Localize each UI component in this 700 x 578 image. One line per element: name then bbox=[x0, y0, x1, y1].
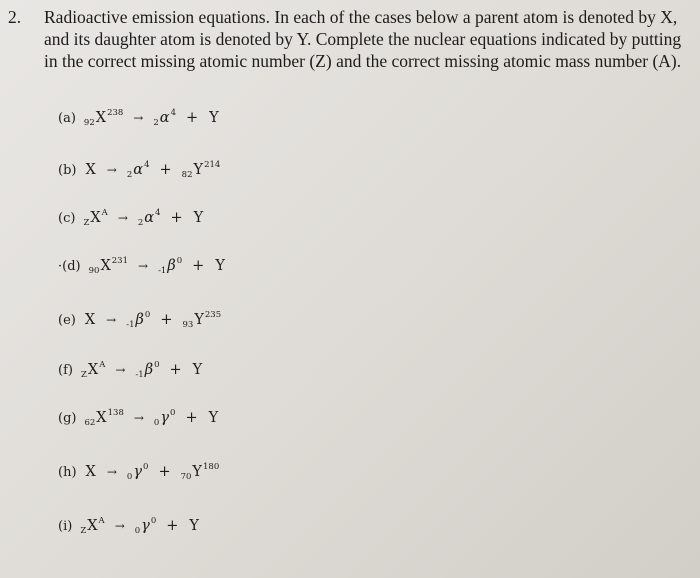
daughter-nucleus bbox=[208, 110, 220, 126]
equation-row bbox=[58, 258, 226, 274]
plus-sign: + bbox=[185, 410, 198, 426]
parent-nucleus bbox=[89, 258, 128, 274]
emitted-particle bbox=[138, 210, 161, 226]
element-symbol: γ bbox=[133, 464, 143, 480]
mass-number: 0 bbox=[150, 516, 157, 526]
problem-text-line-1: Radioactive emission equations. In each of the cases below a parent atom is denoted by X, bbox=[44, 7, 678, 27]
mass-number: A bbox=[98, 516, 105, 526]
equation-row bbox=[58, 162, 220, 178]
reaction-arrow: → bbox=[114, 519, 125, 533]
equation-row bbox=[58, 312, 221, 328]
mass-number: 214 bbox=[204, 160, 221, 170]
plus-sign: + bbox=[186, 110, 199, 126]
problem-text-line-2: and its daughter atom is denoted by Y. Complete the nuclear equations indicated by putting bbox=[44, 29, 682, 49]
mass-number: 138 bbox=[107, 408, 124, 418]
element-symbol: γ bbox=[141, 518, 150, 534]
reaction-arrow: → bbox=[133, 111, 144, 125]
element-symbol: α bbox=[159, 110, 170, 126]
mass-number: 0 bbox=[170, 408, 176, 418]
atomic-number: 2 bbox=[137, 218, 144, 228]
atomic-number: -1 bbox=[158, 266, 167, 276]
emitted-particle bbox=[126, 312, 150, 328]
element-symbol: Y bbox=[192, 464, 202, 480]
emitted-particle bbox=[153, 110, 176, 126]
equation-label: (i) bbox=[58, 519, 73, 534]
equation-row bbox=[58, 410, 219, 426]
daughter-nucleus bbox=[193, 210, 205, 226]
element-symbol: β bbox=[144, 362, 154, 378]
plus-sign: + bbox=[170, 210, 183, 226]
element-symbol: β bbox=[167, 258, 176, 274]
atomic-number: 62 bbox=[84, 418, 96, 428]
mass-number: 0 bbox=[176, 256, 183, 266]
mass-number: A bbox=[99, 360, 106, 370]
element-symbol: Y bbox=[209, 110, 219, 126]
emitted-particle bbox=[127, 162, 150, 178]
equation-label: (f) bbox=[58, 363, 73, 378]
element-symbol: β bbox=[135, 312, 144, 328]
atomic-number: Z bbox=[80, 526, 87, 536]
element-symbol: X bbox=[95, 110, 107, 126]
mass-number: 4 bbox=[144, 160, 150, 170]
element-symbol: X bbox=[87, 518, 98, 534]
atomic-number: 70 bbox=[180, 472, 192, 482]
plus-sign: + bbox=[192, 258, 205, 274]
element-symbol: Y bbox=[192, 362, 203, 378]
equation-label: (a) bbox=[58, 111, 76, 126]
element-symbol: X bbox=[90, 210, 101, 226]
problem-number: 2. bbox=[8, 7, 22, 27]
atomic-number: 92 bbox=[83, 118, 95, 128]
element-symbol: Y bbox=[194, 312, 204, 328]
parent-nucleus bbox=[85, 464, 97, 480]
equation-row bbox=[58, 110, 220, 126]
reaction-arrow: → bbox=[115, 363, 126, 377]
equation-label: (h) bbox=[58, 465, 77, 480]
atomic-number: 93 bbox=[182, 320, 194, 330]
parent-nucleus bbox=[84, 110, 123, 126]
daughter-nucleus bbox=[192, 362, 204, 378]
reaction-arrow: → bbox=[133, 411, 144, 425]
daughter-nucleus bbox=[181, 464, 220, 480]
mass-number: A bbox=[101, 208, 108, 218]
element-symbol: X bbox=[85, 162, 96, 178]
equation-row bbox=[58, 464, 219, 480]
mass-number: 231 bbox=[111, 256, 128, 266]
parent-nucleus bbox=[84, 162, 96, 178]
emitted-particle bbox=[154, 410, 176, 426]
element-symbol: α bbox=[144, 210, 155, 226]
mass-number: 0 bbox=[143, 462, 149, 472]
equation-row bbox=[58, 362, 203, 378]
atomic-number: Z bbox=[80, 370, 87, 380]
element-symbol: X bbox=[87, 362, 99, 378]
atomic-number: 0 bbox=[134, 526, 141, 536]
daughter-nucleus bbox=[182, 162, 221, 178]
emitted-particle bbox=[158, 258, 182, 274]
reaction-arrow: → bbox=[138, 259, 149, 273]
plus-sign: + bbox=[166, 518, 179, 534]
plus-sign: + bbox=[159, 162, 172, 178]
plus-sign: + bbox=[169, 362, 182, 378]
equation-label: (c) bbox=[58, 211, 76, 226]
plus-sign: + bbox=[158, 464, 171, 480]
daughter-nucleus bbox=[208, 410, 220, 426]
element-symbol: Y bbox=[208, 410, 219, 426]
atomic-number: 82 bbox=[181, 170, 193, 180]
equation-label: (b) bbox=[58, 163, 77, 178]
daughter-nucleus bbox=[214, 258, 226, 274]
element-symbol: α bbox=[133, 162, 144, 178]
daughter-nucleus bbox=[182, 312, 221, 328]
parent-nucleus bbox=[80, 518, 104, 534]
mass-number: 0 bbox=[144, 310, 151, 320]
parent-nucleus bbox=[81, 362, 105, 378]
mass-number: 238 bbox=[107, 108, 124, 118]
mass-number: 180 bbox=[203, 462, 220, 472]
parent-nucleus bbox=[83, 210, 107, 226]
reaction-arrow: → bbox=[106, 313, 117, 327]
atomic-number: 2 bbox=[153, 118, 159, 128]
element-symbol: X bbox=[84, 312, 96, 328]
emitted-particle bbox=[135, 362, 159, 378]
mass-number: 4 bbox=[170, 108, 176, 118]
element-symbol: Y bbox=[189, 518, 199, 534]
element-symbol: X bbox=[100, 258, 111, 274]
mass-number: 0 bbox=[154, 360, 160, 370]
element-symbol: X bbox=[96, 410, 107, 426]
emitted-particle bbox=[127, 464, 149, 480]
equation-label: (e) bbox=[58, 313, 76, 328]
atomic-number: Z bbox=[83, 218, 90, 228]
element-symbol: Y bbox=[193, 210, 204, 226]
emitted-particle bbox=[135, 518, 157, 534]
mass-number: 235 bbox=[204, 310, 222, 320]
equation-label: (g) bbox=[58, 411, 77, 426]
atomic-number: -1 bbox=[126, 320, 135, 330]
equation-row bbox=[58, 210, 204, 226]
problem-text-line-3: in the correct missing atomic number (Z) and the correct missing atomic mass number (A). bbox=[44, 51, 682, 71]
element-symbol: Y bbox=[215, 258, 225, 274]
atomic-number: 0 bbox=[153, 418, 160, 428]
reaction-arrow: → bbox=[117, 211, 128, 225]
parent-nucleus bbox=[84, 410, 123, 426]
element-symbol: X bbox=[85, 464, 96, 480]
element-symbol: γ bbox=[160, 410, 170, 426]
equation-row bbox=[58, 518, 200, 534]
reaction-arrow: → bbox=[106, 465, 117, 479]
atomic-number: 90 bbox=[88, 266, 100, 276]
daughter-nucleus bbox=[188, 518, 200, 534]
parent-nucleus bbox=[84, 312, 96, 328]
atomic-number: 2 bbox=[126, 170, 133, 180]
equation-label: ·(d) bbox=[58, 259, 81, 274]
reaction-arrow: → bbox=[106, 163, 117, 177]
atomic-number: 0 bbox=[126, 472, 133, 482]
mass-number: 4 bbox=[155, 208, 161, 218]
atomic-number: -1 bbox=[135, 370, 144, 380]
element-symbol: Y bbox=[193, 162, 204, 178]
plus-sign: + bbox=[160, 312, 173, 328]
